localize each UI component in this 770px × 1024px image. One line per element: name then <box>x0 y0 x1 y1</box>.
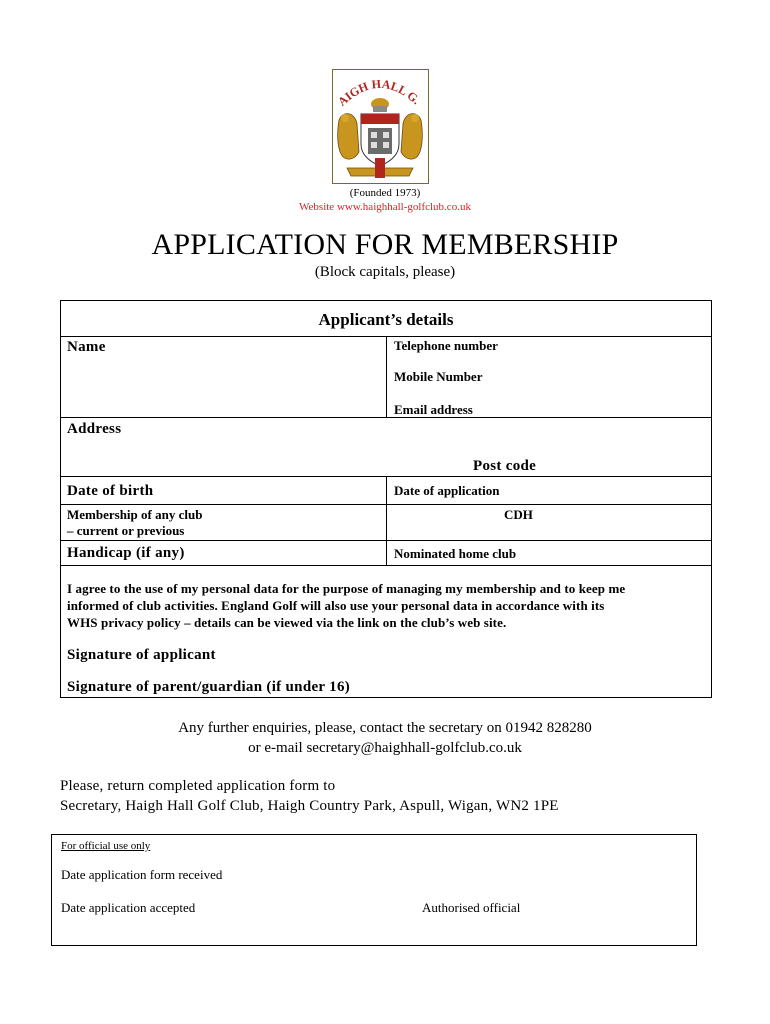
consent-line-3: WHS privacy policy – details can be viewed via the link on the club’s web site. <box>67 615 507 630</box>
address-field[interactable]: Address <box>67 421 122 437</box>
enquiries-line-1: Any further enquiries, please, contact the secretary on 01942 828280 <box>178 720 592 736</box>
club-crest-logo <box>332 69 429 184</box>
website-link[interactable]: Website www.haighhall-golfclub.co.uk <box>299 201 471 213</box>
membership-field[interactable] <box>67 507 202 539</box>
crest-emblem-icon <box>333 70 427 182</box>
date-of-application-field[interactable]: Date of application <box>394 483 500 498</box>
data-consent-text <box>67 580 712 631</box>
date-accepted-field[interactable]: Date application accepted <box>61 900 196 915</box>
telephone-field[interactable]: Telephone number <box>394 338 498 353</box>
date-received-field[interactable]: Date application form received <box>61 867 223 882</box>
membership-label-line1: Membership of any club <box>67 507 203 522</box>
official-use-box <box>51 834 697 946</box>
page-subtitle: (Block capitals, please) <box>314 264 456 280</box>
return-line-1: Please, return completed application form to <box>60 778 336 794</box>
authorised-official-field[interactable]: Authorised official <box>422 900 521 915</box>
applicant-details-table <box>60 300 712 698</box>
cdh-field[interactable]: CDH <box>504 507 533 522</box>
enquiries-line-2: or e-mail secretary@haighhall-golfclub.co.uk <box>248 740 522 756</box>
email-field[interactable]: Email address <box>394 402 473 417</box>
founded-year: (Founded 1973) <box>349 187 421 199</box>
return-line-2: Secretary, Haigh Hall Golf Club, Haigh Country Park, Aspull, Wigan, WN2 1PE <box>60 798 559 814</box>
page-title: APPLICATION FOR MEMBERSHIP <box>151 228 619 261</box>
nominated-home-club-field[interactable]: Nominated home club <box>394 546 517 561</box>
postcode-field[interactable]: Post code <box>473 458 537 474</box>
applicant-details-heading: Applicant’s details <box>318 310 454 329</box>
signature-applicant-field[interactable]: Signature of applicant <box>67 647 216 663</box>
name-field[interactable]: Name <box>67 339 106 355</box>
date-of-birth-field[interactable]: Date of birth <box>67 483 154 499</box>
enquiries-text <box>0 718 770 758</box>
consent-line-2: informed of club activities. England Golf will also use your personal data in accordance with its <box>67 598 605 613</box>
handicap-field[interactable]: Handicap (if any) <box>67 545 185 561</box>
consent-line-1: I agree to the use of my personal data for the purpose of managing my membership and to keep me <box>67 581 626 596</box>
official-use-heading: For official use only <box>61 840 151 852</box>
membership-label-line2: – current or previous <box>67 523 185 538</box>
mobile-field[interactable]: Mobile Number <box>394 369 483 384</box>
return-address-text <box>60 776 559 816</box>
crest-lettering: AIGH HALL G. <box>335 76 424 109</box>
signature-parent-field[interactable]: Signature of parent/guardian (if under 16) <box>67 679 351 695</box>
